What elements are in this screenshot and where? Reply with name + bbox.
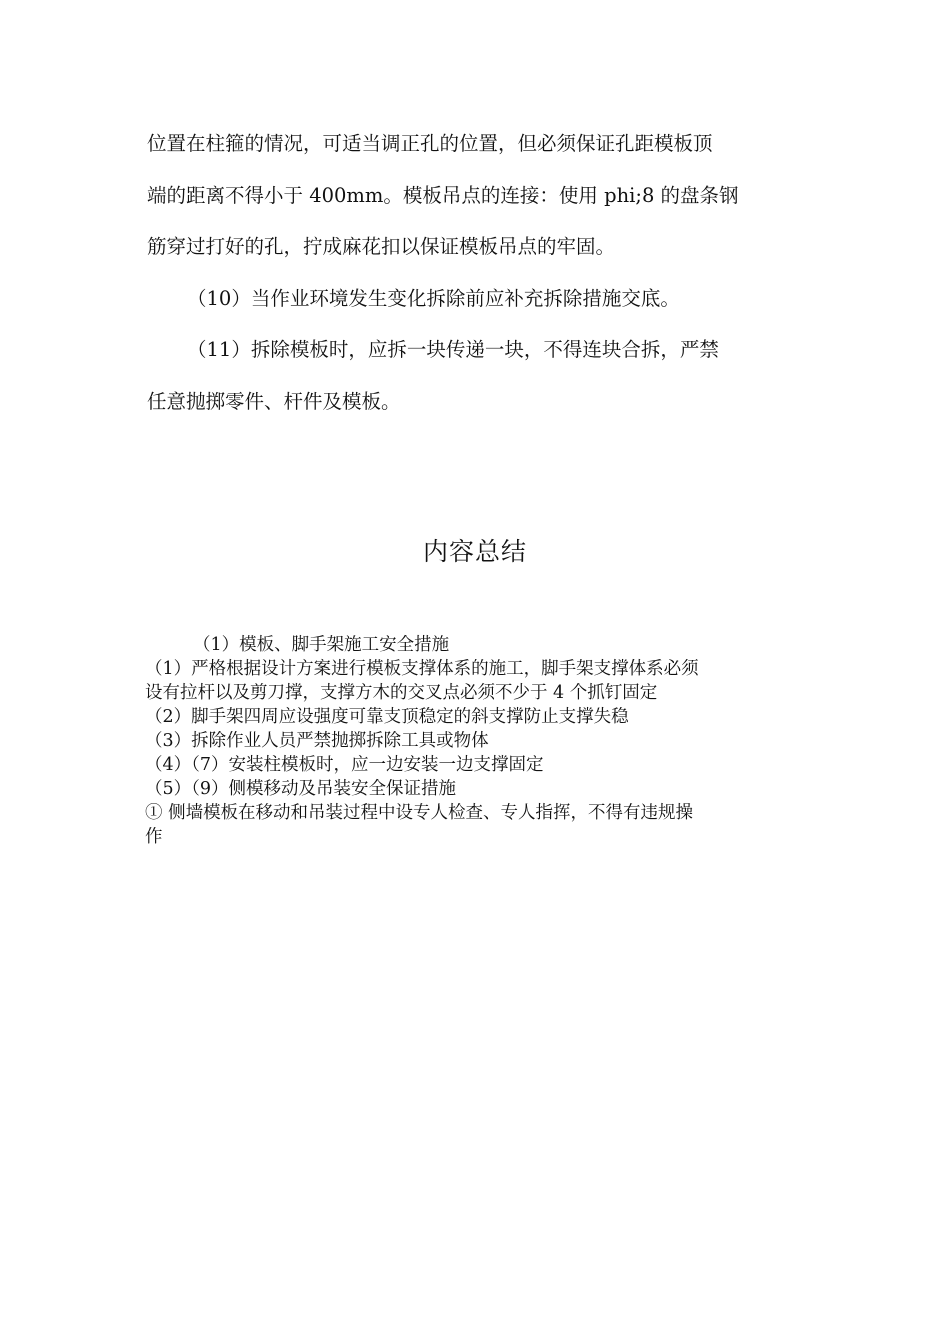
summary-line: （4）（7）安装柱模板时，应一边安装一边支撑固定	[145, 755, 544, 775]
paragraph-line: 位置在柱箍的情况，可适当调正孔的位置，但必须保证孔距模板顶	[147, 132, 713, 155]
paragraph-item-10: （10）当作业环境发生变化拆除前应补充拆除措施交底。	[187, 286, 680, 310]
paragraph-item-11: （11）拆除模板时，应拆一块传递一块，不得连块合拆，严禁	[187, 338, 719, 361]
summary-line: （2）脚手架四周应设强度可靠支顶稳定的斜支撑防止支撑失稳	[145, 707, 629, 727]
paragraph-line: 任意抛掷零件、杆件及模板。	[147, 389, 401, 413]
summary-line: 设有拉杆以及剪刀撑，支撑方木的交叉点必须不少于 4 个抓钉固定	[145, 683, 658, 703]
body-text-section	[147, 118, 807, 427]
paragraph-line: 端的距离不得小于 400mm。模板吊点的连接：使用 phi;8 的盘条钢	[147, 183, 739, 207]
summary-line: （5）（9）侧模移动及吊装安全保证措施	[145, 779, 457, 799]
paragraph-line: 筋穿过打好的孔，拧成麻花扣以保证模板吊点的牢固。	[147, 235, 616, 258]
summary-line: ① 侧墙模板在移动和吊装过程中设专人检查、专人指挥，不得有违规操	[145, 803, 694, 823]
summary-line: （3）拆除作业人员严禁抛掷拆除工具或物体	[145, 731, 489, 751]
summary-line: 作	[145, 827, 163, 847]
summary-title: 内容总结	[422, 537, 527, 566]
summary-line: （1）严格根据设计方案进行模板支撑体系的施工，脚手架支撑体系必须	[145, 659, 699, 679]
summary-section	[145, 633, 805, 849]
summary-line: （1）模板、脚手架施工安全措施	[193, 635, 450, 655]
